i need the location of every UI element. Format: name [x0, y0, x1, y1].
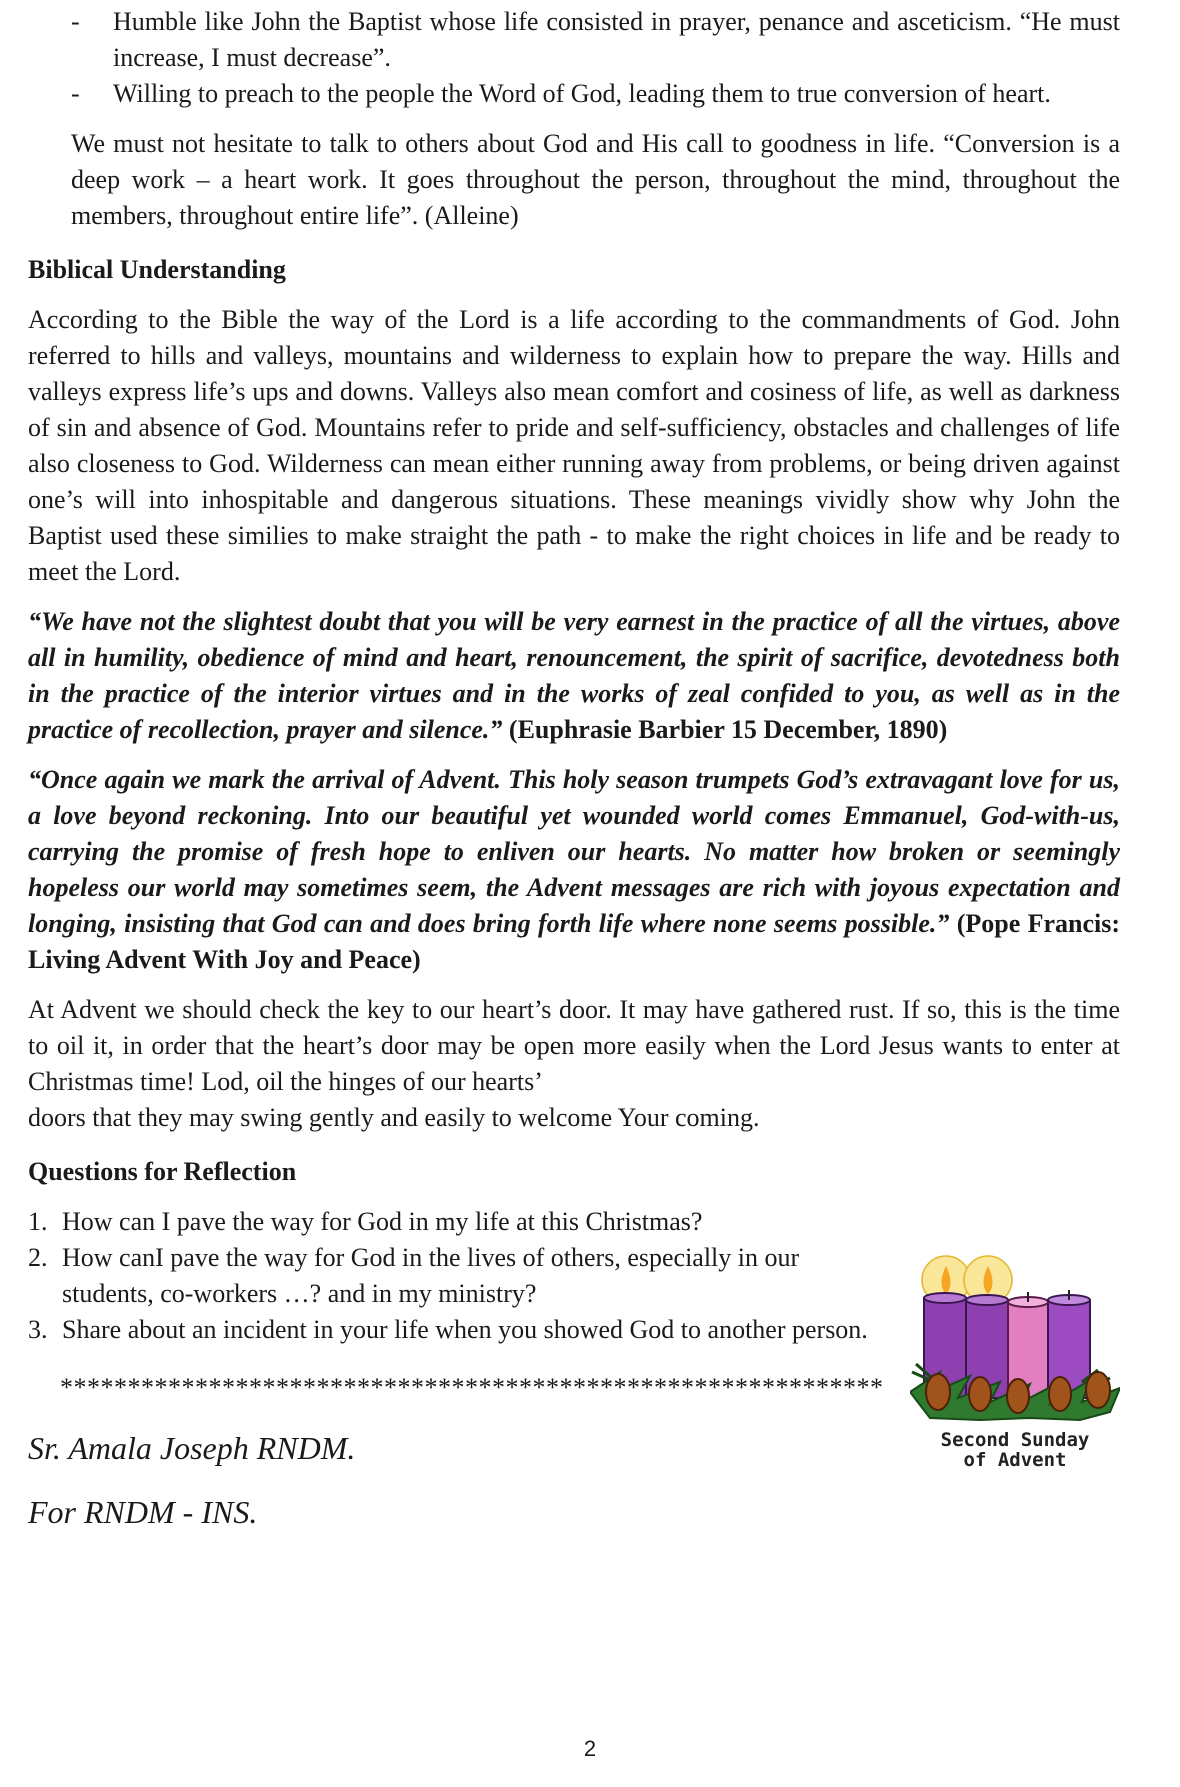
bullet-dash: -: [71, 79, 80, 108]
quote-source: (Pope Francis: Living Advent With Joy and Peace): [28, 909, 1120, 974]
question-text: How can I pave the way for God in my life at this Christmas?: [62, 1207, 703, 1236]
advent-paragraph: At Advent we should check the key to our heart’s door. It may have gathered rust. If so, this is the time to oil it, in order that the heart’s door may be open more easily when the Lord Jesus wants to enter at Christmas time! Lod, oil the hinges of our hearts’: [28, 995, 1120, 1096]
caption-line: of Advent: [963, 1449, 1067, 1471]
separator-line: *************************************************************: [60, 1373, 884, 1402]
question-number: 1.: [28, 1207, 48, 1236]
page-number: 2: [583, 1736, 597, 1761]
pope-quote: [28, 762, 1120, 978]
question-text: Share about an incident in your life when you showed God to another person.: [62, 1315, 868, 1344]
bullet-text: Willing to preach to the people the Word of God, leading them to true conversion of heart.: [113, 79, 1051, 108]
quote-text: “We have not the slightest doubt that you will be very earnest in the practice of all the virtues, above all in humility, obedience of mind and heart, renouncement, the spirit of sacrifice, devotedness both in the practice of the interior virtues and in the works of zeal confided to you, as well as in the practice of recollection, prayer and silence.”: [28, 607, 1120, 744]
pinecone: [1007, 1379, 1029, 1413]
biblical-paragraph: According to the Bible the way of the Lord is a life according to the commandments of God. John referred to hills and valleys, mountains and wilderness to explain how to prepare the way. Hills and valleys express life’s ups and downs. Valleys also mean comfort and cosiness of life, as well as darkness of sin and absence of God. Mountains refer to pride and self-sufficiency, obstacles and challenges of life also closeness to God. Wilderness can mean either running away from problems, or being driven against one’s will into inhospitable and dangerous situations. These meanings vividly show why John the Baptist used these similies to make straight the path - to make the right choices in life and be ready to meet the Lord.: [28, 305, 1120, 586]
question-number: 3.: [28, 1315, 48, 1344]
advent-paragraph-end: doors that they may swing gently and easily to welcome Your coming.: [28, 1103, 760, 1132]
intro-paragraph: We must not hesitate to talk to others about God and His call to goodness in life. “Conversion is a deep work – a heart work. It goes throughout the person, throughout the mind, throughout the members, throughout entire life”. (Alleine): [71, 129, 1120, 230]
list-item: [28, 1240, 862, 1312]
barbier-quote: [28, 604, 1120, 748]
pinecone: [969, 1377, 991, 1411]
list-item: [28, 1312, 902, 1348]
biblical-heading: Biblical Understanding: [28, 255, 286, 284]
questions-heading: Questions for Reflection: [28, 1157, 297, 1186]
list-item: [28, 1204, 888, 1240]
organization: For RNDM - INS.: [28, 1494, 258, 1530]
quote-text: “Once again we mark the arrival of Advent. This holy season trumpets God’s extravagant love for us, a love beyond reckoning. Into our beautiful yet wounded world comes Emmanuel, God-with-us, carrying the promise of fresh hope to enliven our hearts. No matter how broken or seemingly hopeless our world may sometimes seem, the Advent messages are rich with joyous expectation and longing, insisting that God can and does bring forth life where none seems possible.”: [28, 765, 1120, 938]
list-item: [71, 4, 1120, 76]
bullet-dash: -: [71, 7, 80, 36]
question-text: How canI pave the way for God in the lives of others, especially in our students, co-workers …? and in my ministry?: [62, 1243, 800, 1308]
list-item: [71, 76, 1120, 112]
bullet-text: Humble like John the Baptist whose life consisted in prayer, penance and asceticism. “He must increase, I must decrease”.: [113, 7, 1120, 72]
pinecone: [926, 1374, 950, 1410]
advent-wreath-image: [910, 1252, 1120, 1482]
pinecone: [1086, 1372, 1110, 1408]
advent-wreath-icon: [910, 1252, 1120, 1432]
questions-list: [28, 1204, 888, 1348]
signature: Sr. Amala Joseph RNDM.: [28, 1430, 356, 1466]
question-number: 2.: [28, 1243, 48, 1272]
caption-line: Second Sunday: [940, 1429, 1090, 1451]
pinecone: [1049, 1377, 1071, 1411]
wreath-caption: [910, 1430, 1120, 1470]
quote-source: (Euphrasie Barbier 15 December, 1890): [502, 715, 948, 744]
bullet-list: [28, 4, 1120, 112]
